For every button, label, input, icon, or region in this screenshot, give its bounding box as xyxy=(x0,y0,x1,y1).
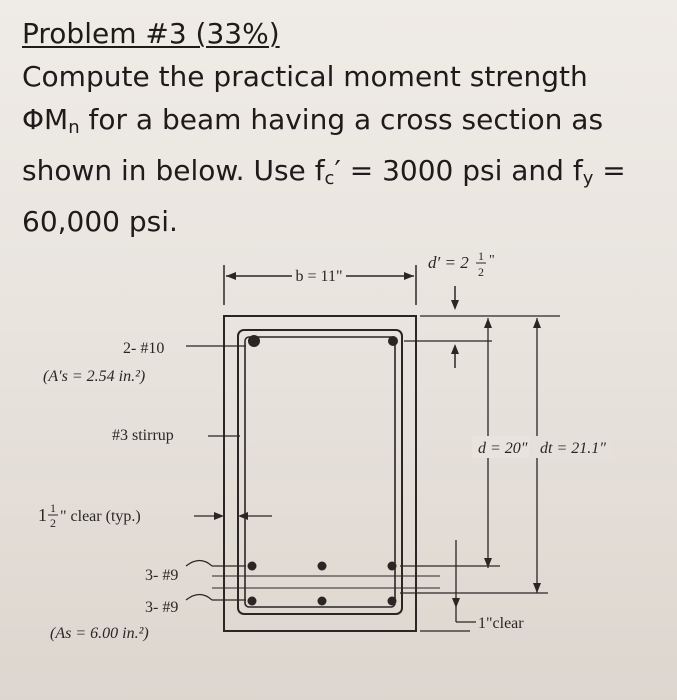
clear-arrow-left xyxy=(214,512,224,520)
clear-whole: 1 xyxy=(38,505,47,525)
bottom-bar-r2-1 xyxy=(248,597,257,606)
width-label: b = 11" xyxy=(295,268,343,285)
dprime-frac-num: 1 xyxy=(478,249,484,263)
problem-line-1: Compute the practical moment strength xyxy=(22,60,588,93)
d-label: d = 20" xyxy=(478,440,528,457)
clear-text: " clear (typ.) xyxy=(60,508,141,525)
dprime-arrowhead-bottom xyxy=(451,344,459,354)
bottom-bar-r2-2 xyxy=(318,597,327,606)
bottom-bar-r1-3 xyxy=(388,562,397,571)
top-bars-label: 2- #10 xyxy=(123,340,165,357)
top-area-label: (A′s = 2.54 in.²) xyxy=(43,368,146,385)
bottom-clear-arrow xyxy=(452,598,460,608)
clear-arrow-right xyxy=(238,512,248,520)
problem-line-3: shown in below. Use $f_c' = 3000$ psi and $f_y$ = xyxy=(22,154,626,189)
bottom-bar-r1-1 xyxy=(248,562,257,571)
clear-den: 2 xyxy=(50,516,56,530)
width-arrow-right xyxy=(404,272,414,280)
dt-arrow-bottom xyxy=(533,583,541,593)
problem-line-2: $\Phi M_n$ for a beam having a cross section as xyxy=(22,103,604,138)
bottom-bar-r2-3 xyxy=(388,597,397,606)
problem-line-4: 60,000 psi. xyxy=(22,205,178,238)
bottom-clear-label: 1"clear xyxy=(478,615,524,632)
problem-title: Problem #3 (33%) xyxy=(22,17,280,50)
bottom-bars-label-1: 3- #9 xyxy=(145,567,179,584)
top-bar-left xyxy=(248,335,260,347)
dprime-unit: " xyxy=(489,253,495,268)
top-bar-right xyxy=(388,336,398,346)
stirrup-outer xyxy=(238,330,402,614)
dprime-label: d′ = 2 xyxy=(428,253,469,272)
dt-label: dt = 21.1" xyxy=(540,440,606,457)
bottom-bars-leader-1 xyxy=(186,561,212,567)
dprime-arrowhead-top xyxy=(451,300,459,310)
dt-arrow-top xyxy=(533,318,541,328)
clear-num: 1 xyxy=(50,501,56,515)
width-arrow-left xyxy=(226,272,236,280)
d-arrow-top xyxy=(484,318,492,328)
bottom-bar-r1-2 xyxy=(318,562,327,571)
stirrup-label: #3 stirrup xyxy=(112,427,174,444)
bottom-bars-leader-2 xyxy=(186,595,212,601)
dprime-frac-den: 2 xyxy=(478,265,484,279)
bottom-area-label: (As = 6.00 in.²) xyxy=(50,625,149,642)
bottom-bars-label-2: 3- #9 xyxy=(145,599,179,616)
beam-outline xyxy=(224,316,416,631)
